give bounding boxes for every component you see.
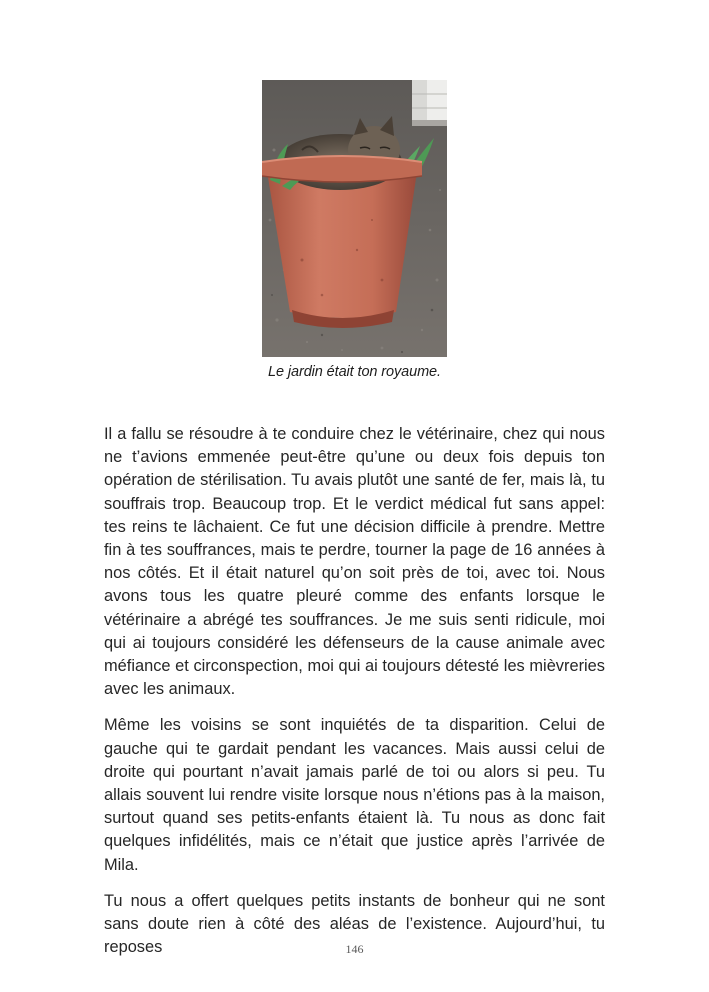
paragraph: Il a fallu se résoudre à te conduire chez le vétérinaire, chez qui nous ne t’avions emmenée peut-être qu’une ou deux fois depuis ton opération de stérilisation. Tu avais plutôt une santé de fer, mais là, tu souffrais trop. Beaucoup trop. Et le verdict médical fut sans appel: tes reins te lâchaient. Ce fut une décision difficile à prendre. Mettre fin à tes souffrances, mais te perdre, tourner la page de 16 années à nos côtés. Et il était naturel qu’on soit près de toi, avec toi. Nous avons tous les quatre pleuré comme des enfants lorsque le vétérinaire a abrégé tes souffrances. Je me suis senti ridicule, moi qui ai toujours considéré les défenseurs de la cause animale avec méfiance et circonspection, moi qui ai toujours détesté les mièvreries avec les animaux. xyxy=(104,425,605,699)
page-number: 146 xyxy=(345,942,364,956)
figure-caption: Le jardin était ton royaume. xyxy=(268,364,441,380)
paragraph: Même les voisins se sont inquiétés de ta disparition. Celui de gauche qui te gardait pendant les vacances. Mais aussi celui de droite qui pourtant n’avait jamais parlé de toi ou alors si peu. Tu allais souvent lui rendre visite lorsque nous n’étions pas à la maison, surtout quand ses petits-enfants étaient là. Tu nous as donc fait quelques infidélités, mais ce n’était que justice après l’arrivée de Mila. xyxy=(104,716,605,874)
paragraph: Tu nous a offert quelques petits instants de bonheur qui ne sont sans doute rien à côté des aléas de l’existence. Aujourd’hui, tu reposes xyxy=(104,891,605,957)
body-text xyxy=(104,423,605,972)
cat-in-flowerpot-photo xyxy=(262,80,447,357)
